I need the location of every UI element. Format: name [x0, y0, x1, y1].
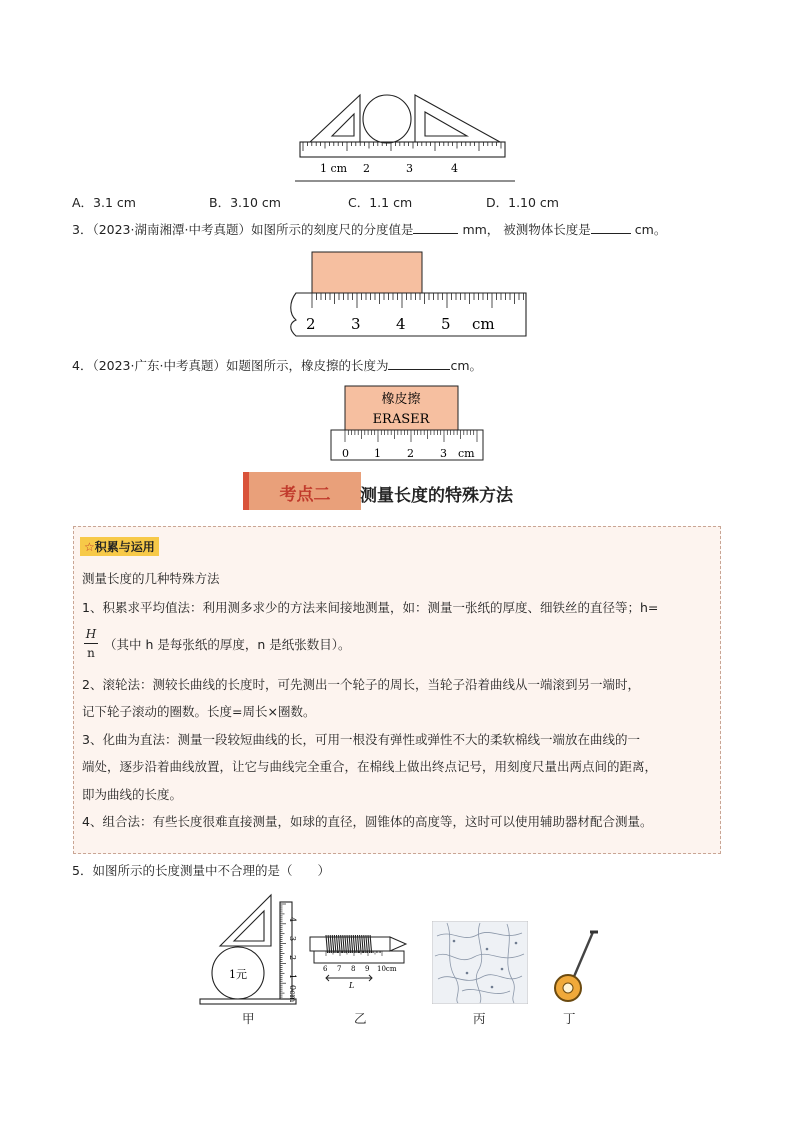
caption-ding: 丁 — [563, 1011, 576, 1026]
answer-blank[interactable] — [413, 221, 458, 234]
box-item-2: 2、滚轮法：测较长曲线的长度时，可先测出一个轮子的周长，当轮子沿着曲线从一端滚到另一端时， — [82, 677, 640, 692]
tick-mark — [366, 935, 368, 953]
fig-jia — [198, 892, 298, 1006]
tick-mark — [332, 935, 334, 953]
set-square — [220, 895, 271, 946]
tick-label: 0 — [342, 447, 349, 460]
tick-mark — [355, 935, 357, 953]
question-5: 5．如图所示的长度测量中不合理的是（ ） — [72, 863, 330, 878]
q4-eraser-figure — [328, 384, 486, 464]
tick-mark — [368, 935, 370, 953]
box-item-1-note: （其中 h 是每张纸的厚度，n 是纸张数目）。 — [104, 637, 351, 652]
box-item-1: 1、积累求平均值法：利用测多求少的方法来间接地测量，如：测量一张纸的厚度、细铁丝的直径等；h= — [82, 600, 659, 615]
answer-blank[interactable] — [591, 221, 631, 234]
caption-bing: 丙 — [473, 1011, 486, 1026]
box-item-3: 3、化曲为直法：测量一段较短曲线的长，可用一根没有弹性或弹性不大的柔软棉线一端放在曲线的一 — [82, 732, 640, 747]
box-item-2-cont: 记下轮子滚动的圈数。长度=周长×圈数。 — [82, 704, 316, 719]
tick-label: 8 — [351, 965, 356, 973]
section-number: 考点二 — [279, 485, 331, 505]
fraction-denominator: n — [84, 643, 98, 660]
question-4: 4．（2023·广东·中考真题）如题图所示，橡皮擦的长度为 cm。 — [72, 358, 483, 373]
star-icon: ☆ — [84, 540, 95, 554]
tick-label: 5 — [441, 315, 451, 333]
tick-label: 4 — [396, 315, 406, 333]
question-3: 3．（2023·湖南湘潭·中考真题）如图所示的刻度尺的分度值是 mm， 被测物体长度是 cm。 — [72, 222, 667, 237]
tick-mark — [345, 935, 347, 953]
box-item-3-end: 即为曲线的长度。 — [82, 787, 183, 802]
tick-mark — [358, 935, 360, 953]
q3-ruler-figure — [286, 250, 530, 340]
tick-label: 3 — [351, 315, 361, 333]
eraser-label-cn: 橡皮擦 — [381, 392, 421, 407]
tick-label: 2 — [363, 162, 370, 175]
tick-mark — [339, 935, 341, 953]
tick-mark — [364, 935, 366, 953]
box-item-3-cont: 端处，逐步沿着曲线放置，让它与曲线完全重合，在棉线上做出终点记号，用刻度尺量出两点间的距离， — [82, 759, 658, 774]
tick-label: 9 — [365, 965, 370, 973]
caption-yi: 乙 — [354, 1011, 367, 1026]
section-title: 测量长度的特殊方法 — [360, 486, 513, 506]
tick-label: cm — [472, 315, 495, 333]
box-item-4: 4、组合法：有些长度很难直接测量，如球的直径，圆锥体的高度等，这时可以使用辅助器材配合测量。 — [82, 814, 653, 829]
option-b: B．3.10 cm — [209, 195, 281, 210]
tick-mark — [347, 935, 349, 953]
tick-mark — [341, 935, 343, 953]
box-intro: 测量长度的几种特殊方法 — [82, 571, 220, 586]
box-tag: ☆积累与运用 — [80, 537, 159, 556]
left-set-square — [310, 95, 360, 142]
tick-label: 3 — [288, 936, 297, 942]
fig-ding-wheel — [550, 928, 600, 1004]
fraction-numerator: H — [85, 627, 97, 641]
tick-label: 7 — [337, 965, 342, 973]
tick-mark — [337, 935, 339, 953]
tick-mark — [362, 935, 364, 953]
tick-label: 3 — [440, 447, 447, 460]
tick-label: 1 — [288, 974, 297, 980]
tick-label: 2 — [306, 315, 316, 333]
measured-block — [312, 252, 422, 293]
tick-label: 4 — [451, 162, 458, 175]
tick-label: 6 — [323, 965, 328, 973]
tick-label: 4 — [288, 917, 297, 923]
tick-mark — [330, 935, 332, 953]
fraction — [84, 627, 98, 660]
fig-yi — [306, 925, 416, 995]
tick-label: cm — [458, 447, 475, 460]
option-d: D．1.10 cm — [486, 195, 559, 210]
tick-mark — [353, 935, 355, 953]
tick-label: 1 — [374, 447, 381, 460]
section-number-badge — [243, 472, 361, 510]
fig-bing-map — [432, 921, 528, 1004]
coin-label: 1元 — [229, 968, 247, 981]
tick-mark — [349, 935, 351, 953]
tick-mark — [328, 935, 330, 953]
length-label: L — [349, 981, 355, 990]
tick-mark — [334, 935, 336, 953]
tick-mark — [326, 935, 328, 953]
answer-blank[interactable] — [388, 357, 450, 370]
right-set-square — [415, 95, 500, 142]
tick-label: 2 — [407, 447, 414, 460]
ball — [363, 95, 411, 143]
caption-jia: 甲 — [242, 1011, 255, 1026]
tick-mark — [343, 935, 345, 953]
tick-label: 2 — [288, 955, 297, 961]
option-a: A．3.1 cm — [72, 195, 136, 210]
tick-mark — [351, 935, 353, 953]
eraser-label-en: ERASER — [372, 412, 430, 427]
option-c: C．1.1 cm — [348, 195, 413, 210]
tick-mark — [360, 935, 362, 953]
tick-label: 10cm — [377, 965, 397, 973]
tick-label: 3 — [406, 162, 413, 175]
tick-label: 1 cm — [320, 162, 348, 175]
ruler-ball-figure — [295, 90, 520, 186]
tick-mark — [370, 935, 372, 953]
tick-label: 0cm — [288, 985, 297, 1003]
